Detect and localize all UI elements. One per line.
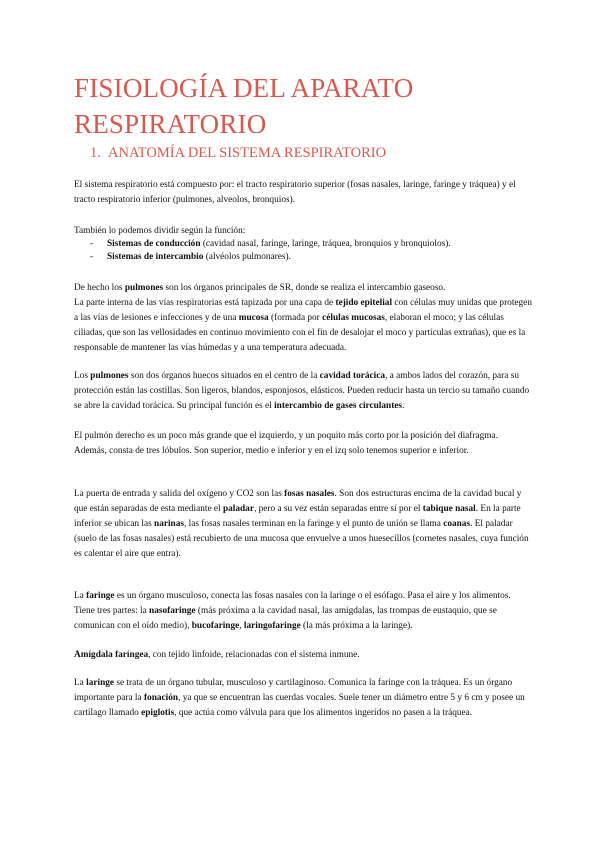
fosas-nasales-paragraph: La puerta de entrada y salida del oxígeno y CO2 son las fosas nasales. Son dos estructuras encima de la cavidad bucal y que están separadas de esta mediante el paladar, pero a su vez están separadas entre sí por el tabique nasal. En la parte inferior se ubican las narinas, las fosas nasales terminan en la faringe y el punto de unión se llama coanas. El paladar (suelo de las fosas nasales) está recubierto de una mucosa que envuelve a unos huesecillos (cornetes nasales, cuya función es calentar el aire que entra).: [74, 489, 529, 560]
laringe-paragraph: La laringe se trata de un órgano tubular, musculoso y cartilaginoso. Comunica la faringe con la tráquea. Es un órgano importante para la fonación, ya que se encuentran las cuerdas vocales. Suele tener un diámetro entre 5 y 6 cm y posee un cartílago llamado epiglotis, que actúa como válvula para que los alimentos ingeridos no pasen a la tráquea.: [74, 678, 525, 719]
section-title: ANATOMÍA DEL SISTEMA RESPIRATORIO: [108, 145, 387, 161]
list-item: - Sistemas de intercambio (alvéolos pulmonares).: [90, 251, 291, 262]
list-bullet: -: [90, 251, 94, 262]
pulmones-paragraph-2: Los pulmones son dos órganos huecos situados en el centro de la cavidad torácica, a ambos lados del corazón, para su protección están las costillas. Son ligeros, blandos, esponjosos, elásticos. Pueden reducir hasta un tercio su tamaño cuando se abre la cavidad torácica. Su principal función es el intercambio de gases circulantes.: [74, 371, 530, 412]
pulmones-paragraph-1: De hecho los pulmones son los órganos principales de SR, donde se realiza el intercambio gaseoso.: [74, 283, 446, 293]
section-heading: [90, 144, 386, 162]
section-number: 1.: [90, 145, 101, 161]
list-term: Sistemas de conducción: [107, 239, 201, 249]
document-title: FISIOLOGÍA DEL APARATO RESPIRATORIO: [74, 73, 414, 139]
division-list: [90, 238, 530, 263]
pulmon-derecho-paragraph: El pulmón derecho es un poco más grande que el izquierdo, y un poquito más corto por la posición del diafragma. Además, consta de tres lóbulos. Son superior, medio e inferior y en el izq solo tenemos superior e inferior.: [74, 431, 498, 457]
faringe-paragraph: La faringe es un órgano musculoso, conecta las fosas nasales con la laringe o el esófago. Pasa el aire y los alimentos. Tiene tres partes: la nasofaringe (más próxima a la cavidad nasal, las amígdalas, las trompas de eustaquio, que se comunican con el oído medio), bucofaringe, laringofaringe (la más próxima a la laringe).: [74, 591, 511, 632]
epitelio-paragraph: La parte interna de las vías respiratorias está tapizada por una capa de tejido epitelial con células muy unidas que protegen a las vías de lesiones e infecciones y de una mucosa (formada por células mucosas, elaboran el moco; y las células ciliadas, que son las vellosidades en continuo movimiento con el fin de desalojar el moco y partículas extrañas), que es la responsable de mantener las vías húmedas y a una temperatura adecuada.: [74, 298, 532, 354]
amigdala-paragraph: Amígdala faríngea, con tejido linfoide, relacionadas con el sistema inmune.: [74, 650, 360, 660]
list-bullet: -: [90, 239, 94, 249]
list-item: - Sistemas de conducción (cavidad nasal, faringe, laringe, tráquea, bronquios y bronquiolos).: [90, 239, 451, 249]
division-intro: También lo podemos dividir según la función:: [74, 226, 246, 236]
intro-paragraph: El sistema respiratorio está compuesto por: el tracto respiratorio superior (fosas nasales, laringe, faringe y tráquea) y el tracto respiratorio inferior (pulmones, alveolos, bronquios).: [74, 180, 516, 206]
list-term: Sistemas de intercambio: [107, 251, 204, 262]
